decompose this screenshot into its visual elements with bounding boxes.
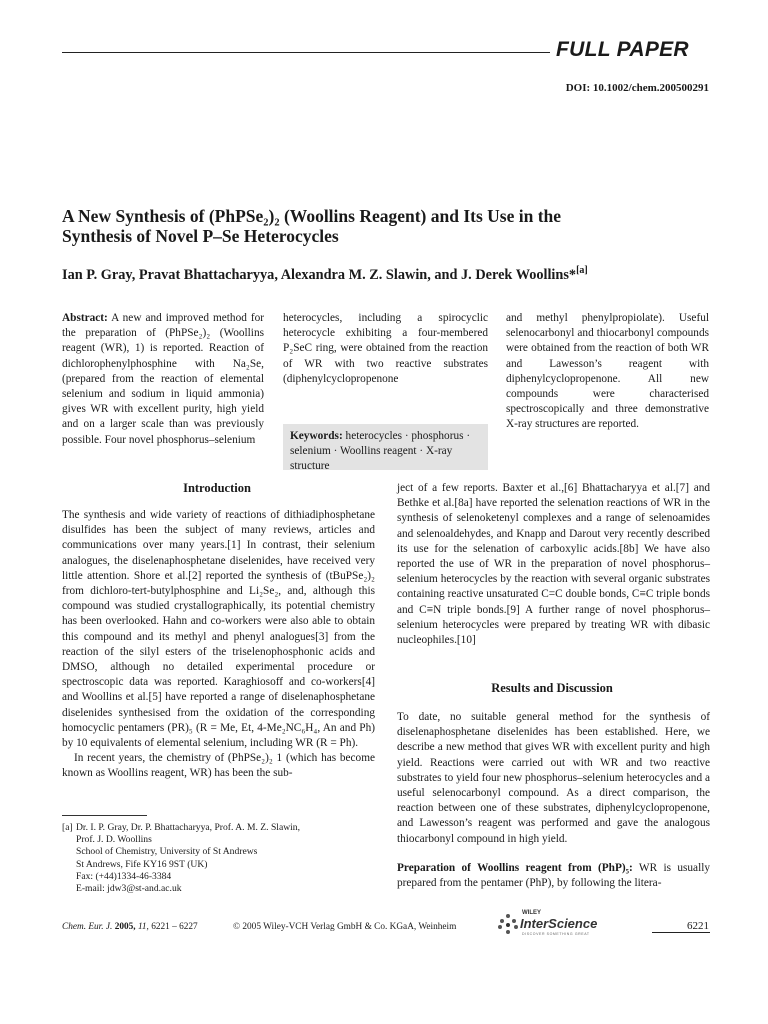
keywords-text: heterocycles · phosphorus · selenium · Woollins reagent · X-ray structure <box>290 430 471 472</box>
abstract-column-3 <box>506 311 709 433</box>
footnote-email[interactable]: E-mail: jdw3@st-and.ac.uk <box>76 883 182 895</box>
abstract-text-3: and methyl phenylpropiolate). Useful selenocarbonyl and thiocarbonyl compounds were obtained from the reaction of both WR and Lawesson’s reagent with diphenylcyclopropenone. All new compounds were characterised spectroscopically and three demonstrative X-ray structures are reported. <box>506 312 709 431</box>
logo-name: InterScience <box>520 916 598 931</box>
journal-citation <box>62 922 198 932</box>
title-line-2: Synthesis of Novel P–Se Heterocycles <box>62 226 339 246</box>
citation-pages: 6221 – 6227 <box>151 922 198 932</box>
results-paragraph-1: To date, no suitable general method for the synthesis of diselenaphosphetane diselenides has been established. Here, we describe a new method that gives WR with excellent purity and high yield. Reactions were carried out with WR and two reactive substrates to yield four new phosphorus–selenium heterocycles and a useful selenocarbonyl compound. As a direct comparison, the reaction between one of these substrates, diphenylcyclopropenone, and Lawesson’s reagent was performed and gave the analogous thiocarbonyl compound in high yield. <box>397 711 710 845</box>
article-title <box>62 206 712 246</box>
keywords-box <box>283 424 488 470</box>
footnote-line: Fax: (+44)1334-46-3384 <box>76 870 172 882</box>
author-list <box>62 265 712 284</box>
citation-year: 2005, <box>114 922 136 932</box>
citation-volume: 11, <box>137 922 149 932</box>
abstract-text-2: heterocycles, including a spirocyclic heterocycle exhibiting a four-membered P₂SeC ring, were obtained from the reaction of WR with two reactive substrates (diphenylcyclopropenone <box>283 312 488 385</box>
footnote-rule <box>62 815 147 816</box>
abstract-column-1 <box>62 311 264 448</box>
authors-text: Ian P. Gray, Pravat Bhattacharyya, Alexandra M. Z. Slawin, and J. Derek Woollins* <box>62 266 577 283</box>
logo-wiley: WILEY <box>522 910 541 916</box>
introduction-column-right <box>397 481 710 648</box>
results-paragraph-2-text: WR is usually prepared from the pentamer (PhP), by following the litera- <box>397 861 710 890</box>
page-number-rule <box>652 932 710 933</box>
logo-tagline: DISCOVER SOMETHING GREAT <box>522 932 590 936</box>
doi[interactable]: DOI: 10.1002/chem.200500291 <box>565 82 709 94</box>
results-subheading: Preparation of Woollins reagent from (PhP)₅: <box>397 861 633 874</box>
footnote-line: Prof. J. D. Woollins <box>76 834 152 846</box>
intro-paragraph-3: ject of a few reports. Baxter et al.,[6] Bhattacharyya et al.[7] and Bethke et al.[8a] have reported the selenation reactions of WR in the synthesis of selenoketenyl complexes and a range of selenoamides and selenoaldehydes, and Knapp and Darout very recently described its use for the selenation of carboxylic acids.[8b] We have also reported the use of WR in the preparation of novel phosphorus–selenium heterocycles by the reaction with several organic substrates containing reactive unsaturated C=C double bonds, C≡C triple bonds and C≡N triple bonds.[9] A further range of novel phosphorus–selenium heterocycles were prepared by treating WR with dibasic nucleophiles.[10] <box>397 482 710 647</box>
header-rule <box>62 52 550 53</box>
results-column <box>397 710 710 891</box>
footnote-lines <box>76 822 377 895</box>
footnote-marker: [a] <box>62 822 73 833</box>
abstract-text-1: A new and improved method for the preparation of (PhPSe₂)₂ (Woollins reagent (WR), 1) is reported. Reaction of dichlorophenylphosphine with Na₂Se, (prepared from the reaction of elemental selenium and sodium in liquid ammonia) gives WR with excellent purity, high yield and on a larger scale than was previously possible. Four novel phosphorus–selenium <box>62 312 264 446</box>
introduction-heading: Introduction <box>183 481 251 495</box>
title-line-1: A New Synthesis of (PhPSe₂)₂ (Woollins Reagent) and Its Use in the <box>62 206 562 226</box>
interscience-dots-icon <box>498 914 518 934</box>
intro-paragraph-1: The synthesis and wide variety of reactions of dithiadiphosphetane disulfides has been the subject of many reviews, articles and communications over many years.[1] In contrast, their selenium analogues, the diselenaphosphetane diselenides, have received very little attention. Shore et al.[2] reported the synthesis of (tBuPSe₂)₂ from dichloro-tert-butylphosphine and Li₂Se₂, and, although this compound was studied crystallographically, its potential chemistry has been overlooked. Hahn and co-workers were also able to obtain this compound and its methyl and phenyl analogues[3] from the reaction of the silyl esters of the triselenophosphonic acids and DMSO, although no detailed experimental procedure or spectroscopic data was reported. Karaghiosoff and co-workers[4] and Woollins et al.[5] have reported a range of diselenaphosphetane diselenides synthesised from the oxidation of the corresponding homocyclic pentamers (PR)₅ (R = Me, Et, 4-Me₂NC₆H₄, An and Ph) by 10 equivalents of elemental selenium, including WR (R = Ph). <box>62 509 375 750</box>
page-number: 6221 <box>687 920 709 932</box>
interscience-logo[interactable] <box>498 910 608 940</box>
authors-affiliation-marker: [a] <box>576 265 588 276</box>
footnote-line: Dr. I. P. Gray, Dr. P. Bhattacharyya, Prof. A. M. Z. Slawin, <box>76 822 301 833</box>
keywords-label: Keywords: <box>290 430 343 442</box>
results-paragraph-2 <box>397 861 710 891</box>
affiliation-footnote <box>62 822 377 895</box>
citation-journal: Chem. Eur. J. <box>62 922 113 932</box>
footnote-line: School of Chemistry, University of St Andrews <box>76 846 258 858</box>
section-label: FULL PAPER <box>556 38 689 61</box>
footnote-line: St Andrews, Fife KY16 9ST (UK) <box>76 858 208 870</box>
copyright: © 2005 Wiley-VCH Verlag GmbH & Co. KGaA, Weinheim <box>233 922 457 932</box>
abstract-label: Abstract: <box>62 312 108 324</box>
introduction-column-left <box>62 508 375 782</box>
results-heading: Results and Discussion <box>491 681 613 695</box>
intro-paragraph-2: In recent years, the chemistry of (PhPSe₂)₂ 1 (which has become known as Woollins reagent, WR) has been the sub- <box>62 752 375 780</box>
abstract-column-2 <box>283 311 488 387</box>
